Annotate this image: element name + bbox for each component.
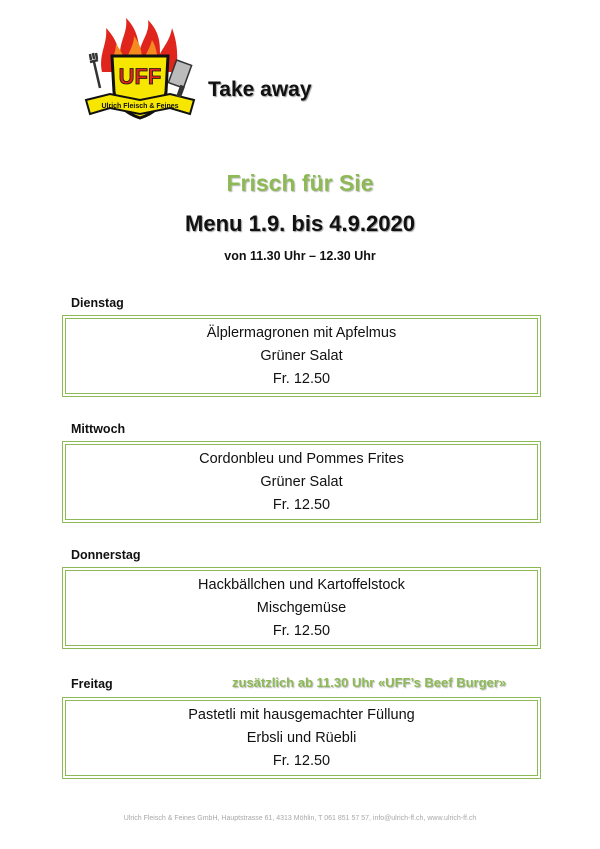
dish-main: Älplermagronen mit Apfelmus <box>206 324 397 341</box>
subtitle: Frisch für Sie <box>226 170 374 196</box>
dish-price: Fr. 12.50 <box>272 752 331 769</box>
takeaway-heading: Take away <box>208 78 312 101</box>
dish-side: Mischgemüse <box>256 599 347 616</box>
day-label-donnerstag: Donnerstag <box>71 548 141 562</box>
dish-main: Pastetli mit hausgemachter Füllung <box>188 706 415 723</box>
day-label-freitag: Freitag <box>71 677 113 691</box>
dish-main: Hackbällchen und Kartoffelstock <box>198 576 405 593</box>
footer-address: Ulrich Fleisch & Feines GmbH, Hauptstrasse 61, 4313 Möhlin, T 061 851 57 57, info@ulrich-ff.ch, www.ulrich-ff.ch <box>123 815 477 822</box>
opening-hours: von 11.30 Uhr – 12.30 Uhr <box>224 249 376 263</box>
dish-side: Erbsli und Rüebli <box>246 729 357 746</box>
logo-banner-text: Ulrich Fleisch & Feines <box>101 103 179 110</box>
day-label-dienstag: Dienstag <box>71 296 124 310</box>
dish-box-freitag <box>62 697 541 779</box>
dish-price: Fr. 12.50 <box>272 496 331 513</box>
dish-price: Fr. 12.50 <box>272 622 331 639</box>
dish-box-donnerstag <box>62 567 541 649</box>
friday-special-note: zusätzlich ab 11.30 Uhr «UFF’s Beef Burger» <box>232 675 507 690</box>
dish-side: Grüner Salat <box>260 347 343 364</box>
logo-uff-text: UFF <box>118 64 162 89</box>
menu-title: Menu 1.9. bis 4.9.2020 <box>185 211 415 236</box>
dish-price: Fr. 12.50 <box>272 370 331 387</box>
dish-main: Cordonbleu und Pommes Frites <box>199 450 404 467</box>
uff-logo <box>80 14 200 134</box>
dish-side: Grüner Salat <box>260 473 343 490</box>
dish-box-mittwoch <box>62 441 541 523</box>
day-label-mittwoch: Mittwoch <box>71 422 126 436</box>
dish-box-dienstag <box>62 315 541 397</box>
